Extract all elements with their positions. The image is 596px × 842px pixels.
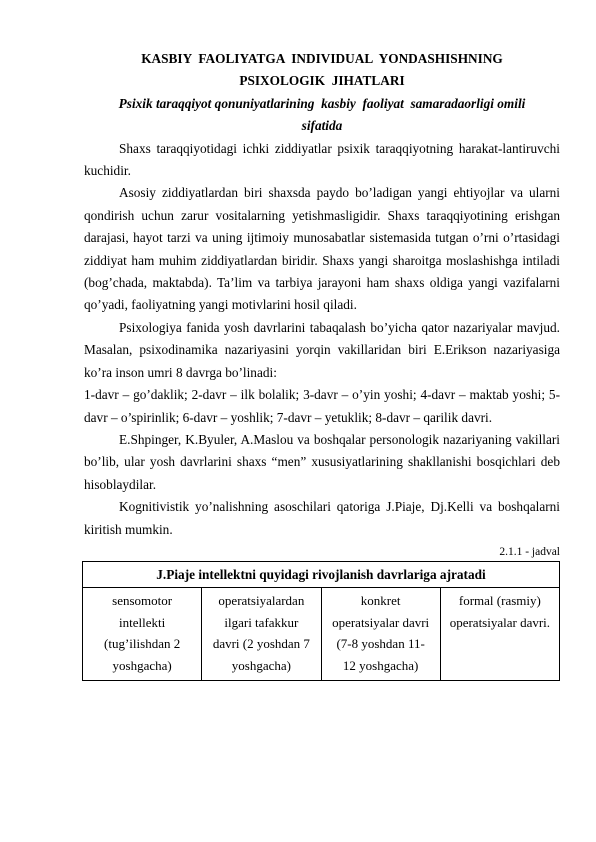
table-cell-preoperational <box>202 588 321 681</box>
cell-line: yoshgacha) <box>231 657 291 673</box>
table-cell-sensorimotor <box>83 588 202 681</box>
piaget-stages-table <box>82 561 560 682</box>
cell-line: sensomotor <box>112 593 173 609</box>
cell-line: operatsiyalardan <box>218 593 305 609</box>
cell-line: yoshgacha) <box>112 657 172 673</box>
paragraph-5: E.Shpinger, K.Byuler, A.Maslou va boshqalar personologik nazariyaning vakillari bo’lib, ular yosh davrlarini shaxs “men” xususiyatlarining shakllanishi bosqichlari deb hisoblaydilar. <box>84 431 560 492</box>
subtitle-line-1: Psixik taraqqiyot qonuniyatlarining kasbiy faoliyat samaradaorligi omili <box>118 95 526 111</box>
subtitle-line-2: sifatida <box>301 118 343 134</box>
cell-line: formal (rasmiy) <box>458 593 541 609</box>
table-row <box>83 588 560 681</box>
title-line-1: KASBIY FAOLIYATGA INDIVIDUAL YONDASHISHNING <box>141 51 503 66</box>
document-subtitle <box>84 93 560 138</box>
cell-line: konkret <box>360 593 401 609</box>
cell-line: ilgari tafakkur <box>224 614 299 630</box>
cell-line: (tug’ilishdan 2 <box>104 636 181 652</box>
title-line-2: PSIXOLOGIK JIHATLARI <box>239 73 405 89</box>
table-caption: 2.1.1 - jadval <box>499 545 560 558</box>
table-cell-formal-operational <box>440 588 559 681</box>
cell-line: operatsiyalar davri <box>332 614 430 630</box>
cell-line: 12 yoshgacha) <box>342 657 419 673</box>
paragraph-3: Psixologiya fanida yosh davrlarini tabaqalash bo’yicha qator nazariyalar mavjud. Masalan, psixodinamika nazariyasini yorqin vakillaridan biri E.Erikson nazariyasiga ko’ra inson umri 8 davrga bo’linadi: <box>84 319 560 380</box>
cell-line: operatsiyalar davri. <box>449 614 551 630</box>
cell-line: intellekti <box>119 614 166 630</box>
cell-line: (7-8 yoshdan 11- <box>336 636 425 652</box>
paragraph-4: 1-davr – go’daklik; 2-davr – ilk bolalik; 3-davr – o’yin yoshi; 4-davr – maktab yoshi; 5-davr – o’spirinlik; 6-davr – yoshlik; 7-davr – yetuklik; 8-davr – qarilik davri. <box>84 387 560 425</box>
paragraph-1: Shaxs taraqqiyotidagi ichki ziddiyatlar psixik taraqqiyotning harakat-lantiruvchi kuchidir. <box>84 140 560 179</box>
table-header-row <box>83 561 560 588</box>
document-page <box>84 48 560 681</box>
table-header: J.Piaje intellektni quyidagi rivojlanish davrlariga ajratadi <box>83 561 560 588</box>
table-cell-concrete-operational <box>321 588 440 681</box>
cell-line: davri (2 yoshdan 7 <box>212 636 310 652</box>
paragraph-6: Kognitivistik yo’nalishning asoschilari qatoriga J.Piaje, Dj.Kelli va boshqalarni kiritish mumkin. <box>84 499 560 537</box>
paragraph-2: Asosiy ziddiyatlardan biri shaxsda paydo bo’ladigan yangi ehtiyojlar va ularni qondirish uchun zarur vositalarning yetishmasligidir. Shaxs taraqqiyotining erishgan darajasi, hayot tarzi va uning ijtimoiy munosabatlar sistemasida tutgan o’rni o’rtasidagi ziddiyat ham muhim ziddiyatlardan biridir. Shaxs yangi sharoitga moslashishga intiladi (bog’chada, maktabda). Ta’lim va tarbiya jarayoni ham shaxs oldiga yangi vazifalarni qo’yadi, faoliyatning yangi motivlarini hosil qiladi. <box>84 185 560 313</box>
document-title <box>84 48 560 93</box>
